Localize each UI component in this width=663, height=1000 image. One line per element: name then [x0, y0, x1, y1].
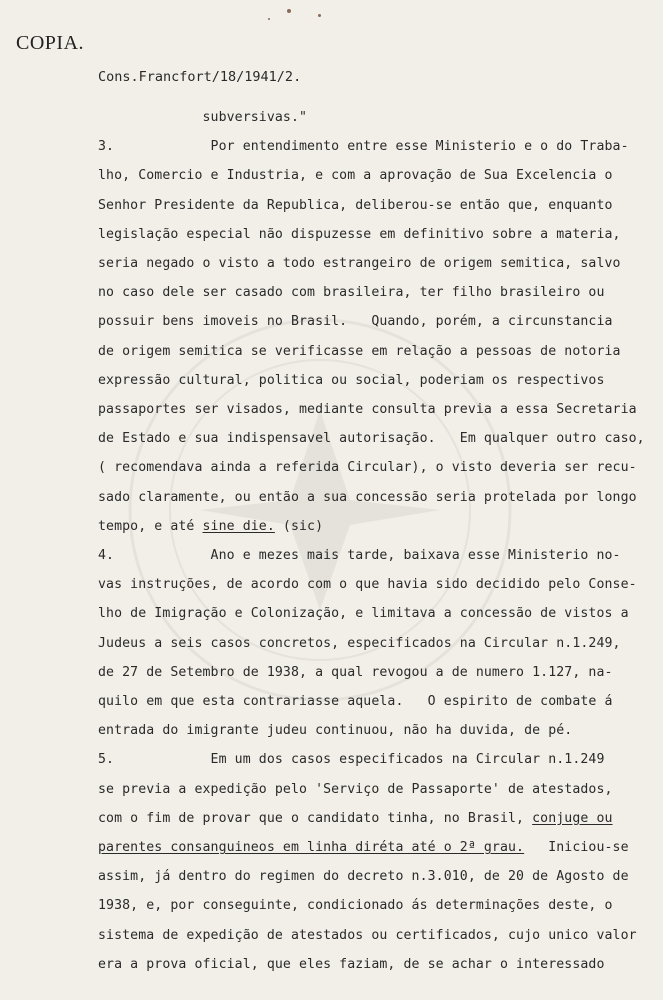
text-line: subversivas.": [98, 110, 308, 125]
paper-spot: [318, 14, 321, 17]
text-line: vas instruções, de acordo com o que havia sido decidido pelo Conse-: [98, 577, 637, 593]
paper-spot: [268, 18, 270, 20]
text-line: legislação especial não dispuzesse em definitivo sobre a materia,: [98, 226, 621, 242]
text-line: tempo, e até sine die. (sic): [98, 518, 324, 534]
text-line: se previa a expedição pelo 'Serviço de Passaporte' de atestados,: [98, 781, 613, 797]
text-line: expressão cultural, politica ou social, poderiam os respectivos: [98, 372, 605, 388]
text-line: 4. Ano e mezes mais tarde, baixava esse Ministerio no-: [98, 548, 621, 563]
text-line: parentes consanguineos em linha diréta até o 2ª grau. Iniciou-se: [98, 840, 629, 855]
text-line: Senhor Presidente da Republica, deliberou-se então que, enquanto: [98, 197, 613, 213]
text-line: assim, já dentro do regimen do decreto n.3.010, de 20 de Agosto de: [98, 869, 629, 885]
text-line: entrada do imigrante judeu continuou, não ha duvida, de pé.: [98, 723, 573, 739]
text-line: ( recomendava ainda a referida Circular), o visto deveria ser recu-: [98, 460, 637, 476]
text-line: 1938, e, por conseguinte, condicionado ás determinações deste, o: [98, 898, 613, 914]
paper-spot: [287, 9, 291, 13]
text-line: possuir bens imoveis no Brasil. Quando, porém, a circunstancia: [98, 314, 613, 330]
document-reference: Cons.Francfort/18/1941/2.: [98, 69, 302, 85]
text-line: 3. Por entendimento entre esse Ministerio e o do Traba-: [98, 139, 629, 155]
text-line: era a prova oficial, que eles faziam, de se achar o interessado: [98, 956, 605, 972]
text-line: 5. Em um dos casos especificados na Circular n.1.249: [98, 752, 605, 768]
copy-stamp: COPIA.: [16, 32, 85, 54]
text-line: de origem semitica se verificasse em relação a pessoas de notoria: [98, 343, 621, 359]
text-line: de 27 de Setembro de 1938, a qual revogou a de numero 1.127, na-: [98, 664, 613, 680]
text-line: seria negado o visto a todo estrangeiro de origem semitica, salvo: [98, 256, 621, 271]
text-line: com o fim de provar que o candidato tinha, no Brasil, conjuge ou: [98, 810, 613, 826]
text-line: quilo em que esta contrariasse aquela. O espirito de combate á: [98, 694, 613, 709]
text-line: de Estado e sua indispensavel autorisação. Em qualquer outro caso,: [98, 431, 645, 447]
watermark-seal-icon: [110, 300, 530, 720]
text-line: Judeus a seis casos concretos, especificados na Circular n.1.249,: [98, 635, 621, 651]
text-line: lho de Imigração e Colonização, e limitava a concessão de vistos a: [98, 606, 629, 622]
text-line: sistema de expedição de atestados ou certificados, cujo unico valor: [98, 927, 637, 943]
text-line: passaportes ser visados, mediante consulta previa a essa Secretaria: [98, 402, 637, 417]
text-line: lho, Comercio e Industria, e com a aprovação de Sua Excelencia o: [98, 168, 613, 184]
text-line: sado claramente, ou então a sua concessão seria protelada por longo: [98, 489, 637, 505]
text-line: no caso dele ser casado com brasileira, ter filho brasileiro ou: [98, 285, 605, 301]
